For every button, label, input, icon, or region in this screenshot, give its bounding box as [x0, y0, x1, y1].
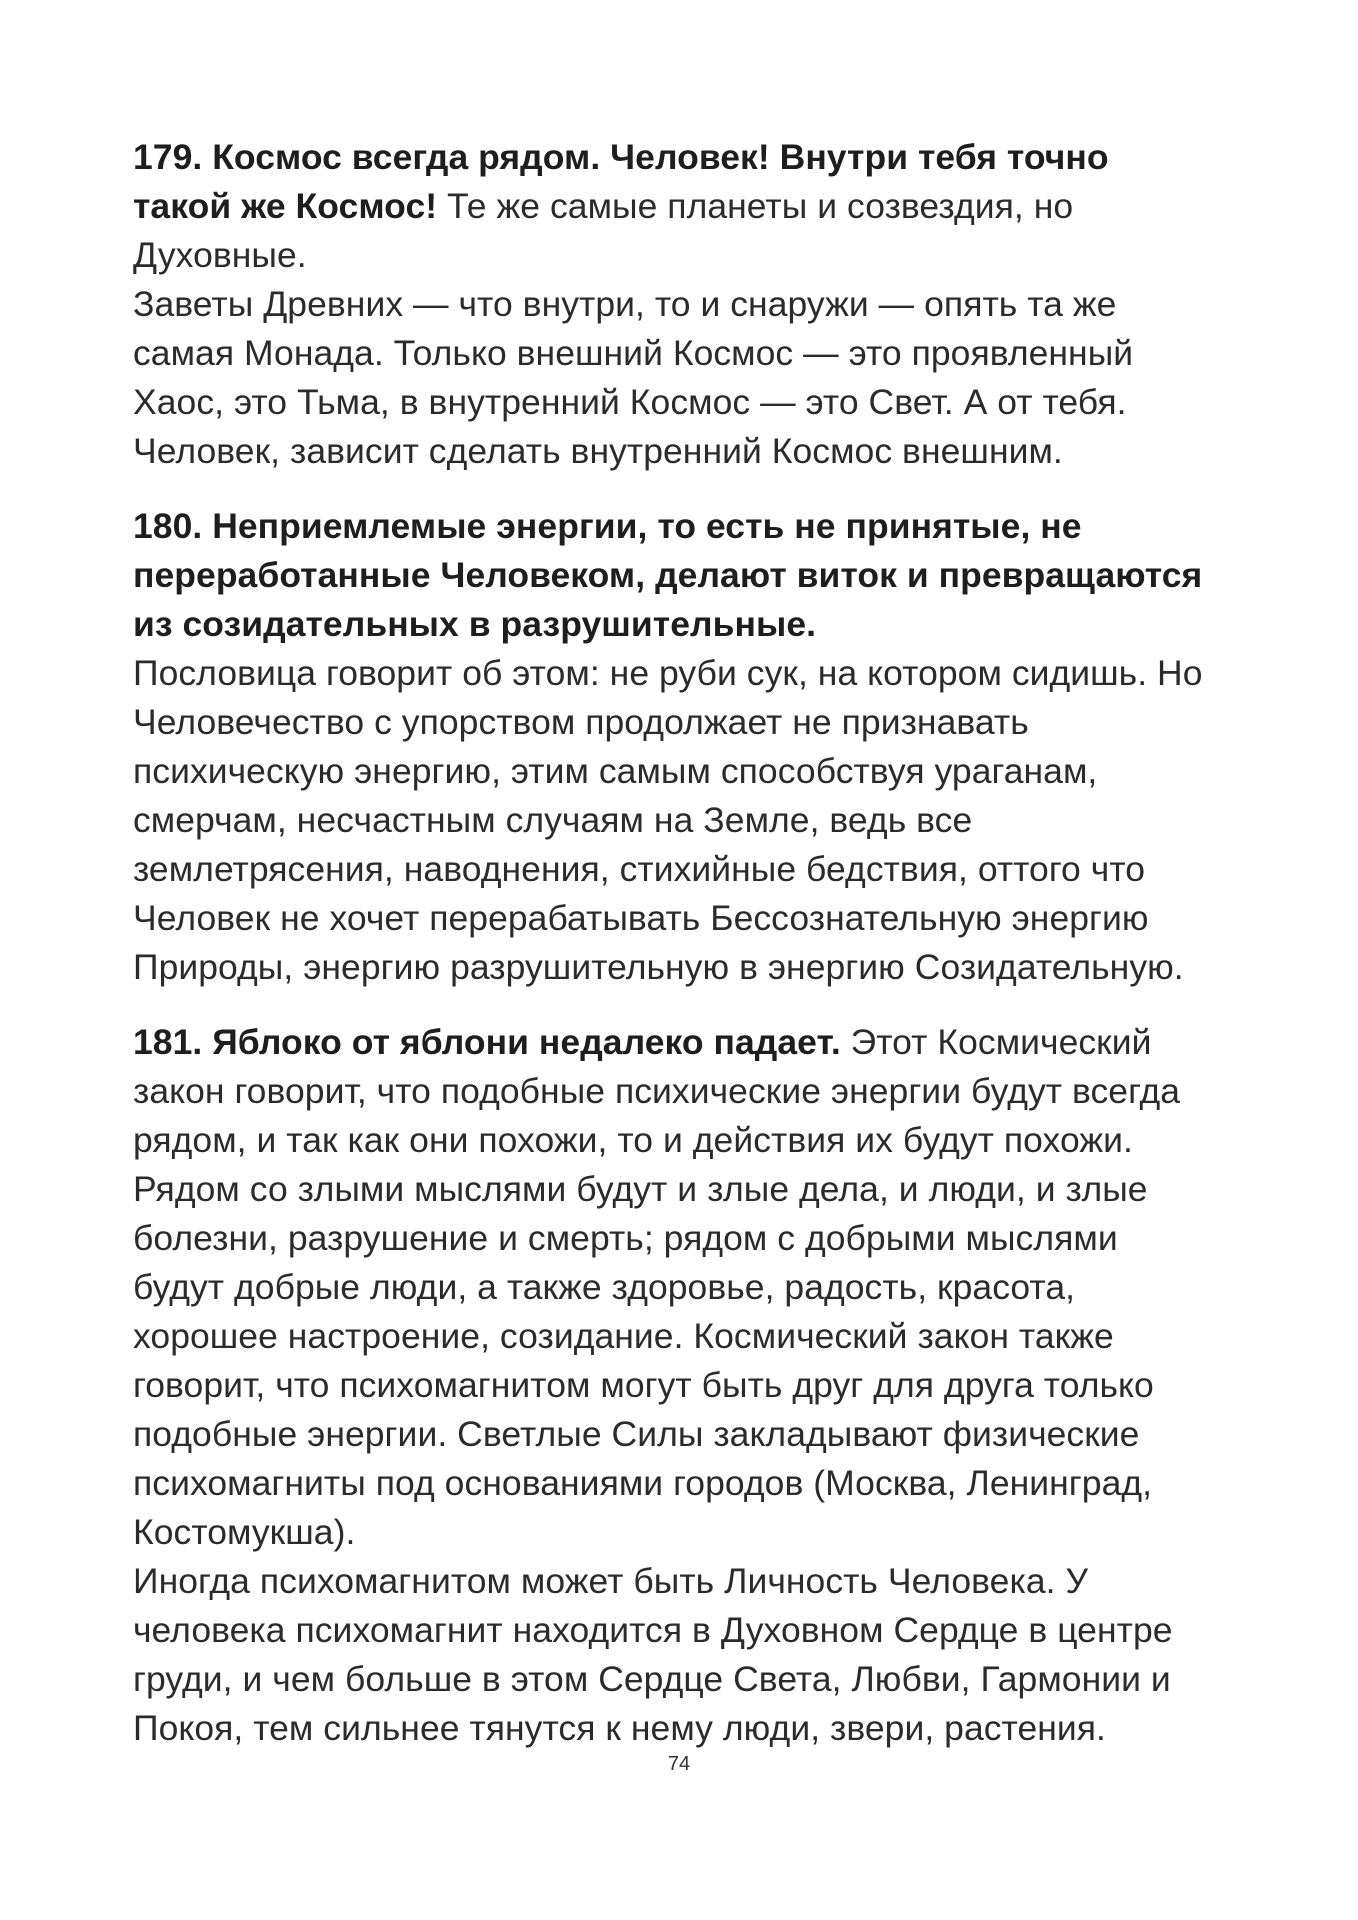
text-line	[133, 502, 1258, 551]
text-line	[133, 1263, 1258, 1312]
text-run: хорошее настроение, созидание. Космический закон также	[133, 1316, 1114, 1356]
text-run: подобные энергии. Светлые Силы закладывают физические	[133, 1414, 1140, 1454]
text-run: Заветы Древних — что внутри, то и снаружи — опять та же	[133, 284, 1117, 324]
bold-text-run: такой же Космос!	[133, 186, 438, 226]
text-line	[133, 1018, 1258, 1067]
text-line	[133, 280, 1258, 329]
page-number: 74	[667, 1753, 691, 1775]
text-line	[133, 698, 1258, 747]
text-line	[133, 1312, 1258, 1361]
text-line	[133, 1655, 1258, 1704]
text-line	[133, 133, 1258, 182]
text-run: Природы, энергию разрушительную в энергию Созидательную.	[133, 947, 1184, 987]
text-line	[133, 329, 1258, 378]
text-run: рядом, и так как они похожи, то и действия их будут похожи.	[133, 1120, 1133, 1160]
text-line	[133, 378, 1258, 427]
text-run: Человечество с упорством продолжает не признавать	[133, 702, 1029, 742]
text-run: Покоя, тем сильнее тянутся к нему люди, звери, растения.	[133, 1708, 1106, 1748]
paragraph-3	[133, 1018, 1258, 1753]
text-line	[133, 1410, 1258, 1459]
bold-text-run: 180. Неприемлемые энергии, то есть не принятые, не	[133, 506, 1082, 546]
text-line	[133, 747, 1258, 796]
bold-text-run: из созидательных в разрушительные.	[133, 604, 817, 644]
text-line	[133, 1459, 1258, 1508]
text-line	[133, 943, 1258, 992]
text-line	[133, 231, 1258, 280]
text-run: Рядом со злыми мыслями будут и злые дела, и люди, и злые	[133, 1169, 1148, 1209]
text-run: будут добрые люди, а также здоровье, радость, красота,	[133, 1267, 1076, 1307]
text-run: землетрясения, наводнения, стихийные бедствия, оттого что	[133, 849, 1146, 889]
bold-text-run: переработанные Человеком, делают виток и превращаются	[133, 555, 1203, 595]
text-line	[133, 551, 1258, 600]
text-run: болезни, разрушение и смерть; рядом с добрыми мыслями	[133, 1218, 1118, 1258]
text-line	[133, 1214, 1258, 1263]
text-run: груди, и чем больше в этом Сердце Света, Любви, Гармонии и	[133, 1659, 1171, 1699]
bold-text-run: 181. Яблоко от яблони недалеко падает.	[133, 1022, 841, 1062]
text-run: Иногда психомагнитом может быть Личность Человека. У	[133, 1561, 1089, 1601]
text-run: человека психомагнит находится в Духовном Сердце в центре	[133, 1610, 1173, 1650]
text-run: Костомукша).	[133, 1512, 356, 1552]
text-run: Этот Космический	[840, 1022, 1152, 1062]
page-body	[133, 133, 1258, 1779]
text-line	[133, 1508, 1258, 1557]
text-line	[133, 1165, 1258, 1214]
text-run: Человек не хочет перерабатывать Бессознательную энергию	[133, 898, 1149, 938]
text-line	[133, 1557, 1258, 1606]
text-run: Те же самые планеты и созвездия, но	[437, 186, 1074, 226]
text-run: Духовные.	[133, 235, 307, 275]
text-line	[133, 1704, 1258, 1753]
text-run: говорит, что психомагнитом могут быть друг для друга только	[133, 1365, 1154, 1405]
text-line	[133, 1116, 1258, 1165]
text-run: психическую энергию, этим самым способствуя ураганам,	[133, 751, 1098, 791]
text-line	[133, 894, 1258, 943]
paragraph-2	[133, 502, 1258, 992]
text-line	[133, 1361, 1258, 1410]
text-line	[133, 649, 1258, 698]
text-run: психомагниты под основаниями городов (Москва, Ленинград,	[133, 1463, 1153, 1503]
text-run: самая Монада. Только внешний Космос — это проявленный	[133, 333, 1134, 373]
text-run: Хаос, это Тьма, в внутренний Космос — это Свет. А от тебя.	[133, 382, 1127, 422]
text-run: смерчам, несчастным случаям на Земле, ведь все	[133, 800, 973, 840]
text-run: Человек, зависит сделать внутренний Космос внешним.	[133, 431, 1063, 471]
text-run: Пословица говорит об этом: не руби сук, на котором сидишь. Но	[133, 653, 1203, 693]
text-line	[133, 1606, 1258, 1655]
text-line	[133, 600, 1258, 649]
text-line	[133, 796, 1258, 845]
text-line	[133, 182, 1258, 231]
paragraph-1	[133, 133, 1258, 476]
text-line	[133, 1067, 1258, 1116]
text-run: закон говорит, что подобные психические энергии будут всегда	[133, 1071, 1181, 1111]
text-line	[133, 845, 1258, 894]
bold-text-run: 179. Космос всегда рядом. Человек! Внутри тебя точно	[133, 137, 1109, 177]
text-line	[133, 427, 1258, 476]
